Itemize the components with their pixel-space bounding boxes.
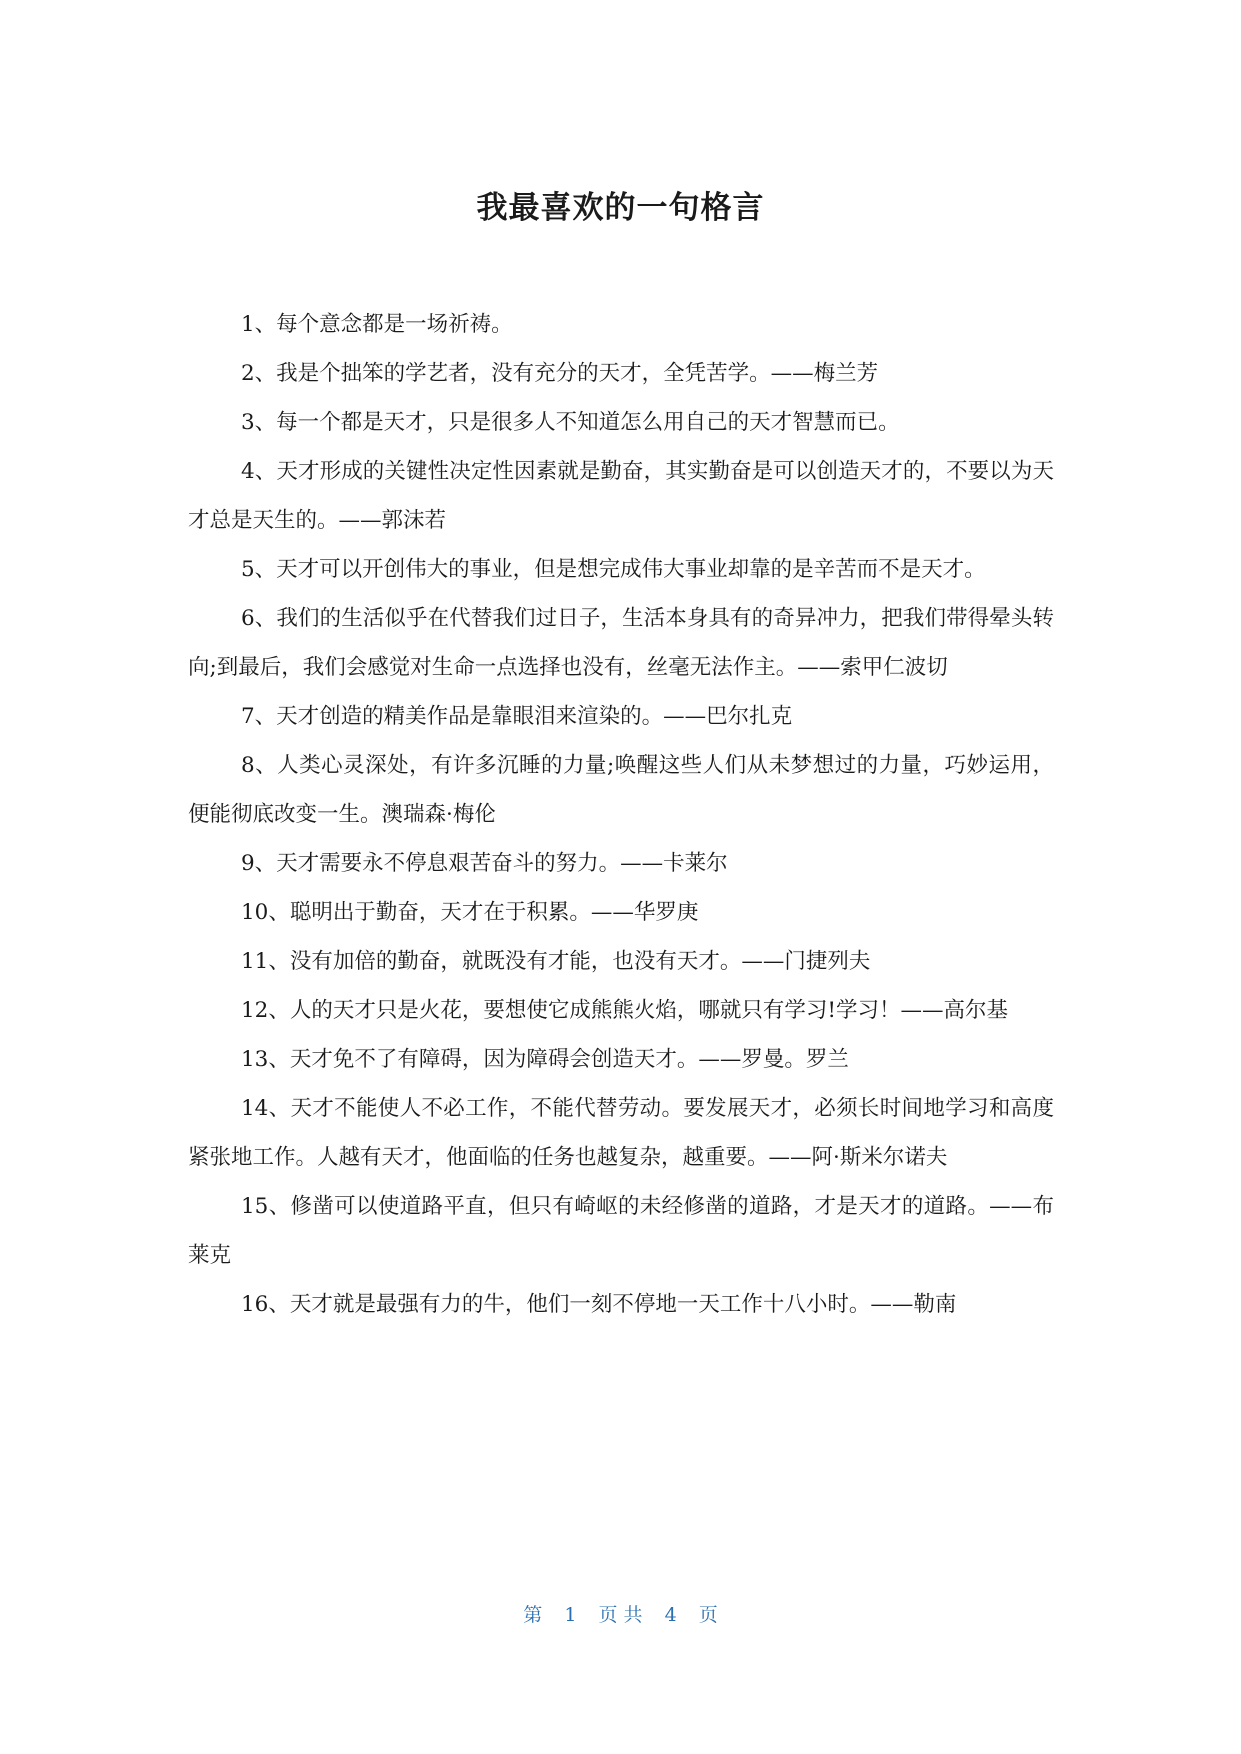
quote-paragraph: 13、天才免不了有障碍，因为障碍会创造天才。——罗曼。罗兰 xyxy=(241,1047,849,1072)
footer-current-page: 1 xyxy=(564,1604,577,1626)
quote-paragraph: 3、每一个都是天才，只是很多人不知道怎么用自己的天才智慧而已。 xyxy=(241,410,900,435)
quote-paragraph: 6、我们的生活似乎在代替我们过日子，生活本身具有的奇异冲力，把我们带得晕头转向;到最后，我们会感觉对生命一点选择也没有，丝毫无法作主。——索甲仁波切 xyxy=(188,606,1054,680)
quote-paragraph: 2、我是个拙笨的学艺者，没有充分的天才，全凭苦学。——梅兰芳 xyxy=(241,361,879,386)
quote-paragraph: 11、没有加倍的勤奋，就既没有才能，也没有天才。——门捷列夫 xyxy=(241,949,871,974)
document-title: 我最喜欢的一句格言 xyxy=(476,190,765,226)
quote-paragraph: 8、人类心灵深处，有许多沉睡的力量;唤醒这些人们从未梦想过的力量，巧妙运用，便能彻底改变一生。澳瑞森·梅伦 xyxy=(188,753,1054,827)
quote-paragraph: 14、天才不能使人不必工作，不能代替劳动。要发展天才，必须长时间地学习和高度紧张地工作。人越有天才，他面临的任务也越复杂，越重要。——阿·斯米尔诺夫 xyxy=(188,1096,1054,1170)
quote-paragraph: 9、天才需要永不停息艰苦奋斗的努力。——卡莱尔 xyxy=(241,851,728,876)
quote-paragraph: 10、聪明出于勤奋，天才在于积累。——华罗庚 xyxy=(241,900,699,925)
footer-suffix: 页 xyxy=(698,1604,718,1626)
page-footer xyxy=(0,1600,1241,1627)
footer-middle: 页 共 xyxy=(598,1604,643,1626)
quote-paragraph: 5、天才可以开创伟大的事业，但是想完成伟大事业却靠的是辛苦而不是天才。 xyxy=(241,557,986,582)
footer-prefix: 第 xyxy=(523,1604,543,1626)
quote-paragraph: 15、修凿可以使道路平直，但只有崎岖的未经修凿的道路，才是天才的道路。——布莱克 xyxy=(188,1194,1054,1268)
document-body xyxy=(188,300,1054,1329)
quote-paragraph: 4、天才形成的关键性决定性因素就是勤奋，其实勤奋是可以创造天才的，不要以为天才总是天生的。——郭沫若 xyxy=(188,459,1054,533)
quote-paragraph: 12、人的天才只是火花，要想使它成熊熊火焰，哪就只有学习!学习！——高尔基 xyxy=(241,998,1009,1023)
quote-paragraph: 7、天才创造的精美作品是靠眼泪来渲染的。——巴尔扎克 xyxy=(241,704,793,729)
quote-paragraph: 16、天才就是最强有力的牛，他们一刻不停地一天工作十八小时。——勒南 xyxy=(241,1292,957,1317)
footer-total-pages: 4 xyxy=(664,1604,677,1626)
quote-paragraph: 1、每个意念都是一场祈祷。 xyxy=(241,312,513,337)
